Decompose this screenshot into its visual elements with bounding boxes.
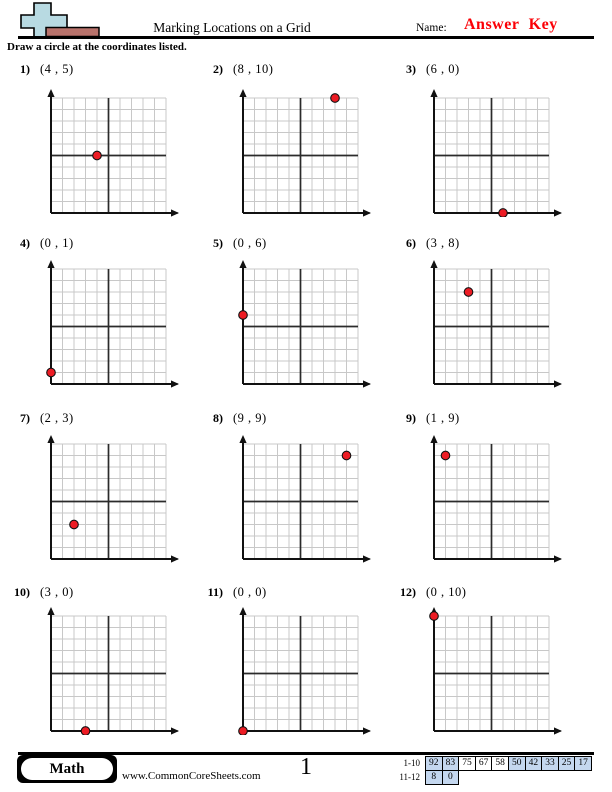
y-axis-arrow-icon: [47, 435, 54, 443]
website-url: www.CommonCoreSheets.com: [122, 770, 261, 782]
answer-key: Answer Key: [464, 16, 558, 33]
problem-header: [201, 236, 267, 251]
x-axis-arrow-icon: [171, 380, 179, 387]
coordinate-grid: [429, 260, 563, 388]
problem-number: 2): [213, 62, 223, 76]
subject-badge-label: Math: [21, 758, 113, 780]
problem-number: 11): [207, 585, 223, 599]
header-rule: [18, 36, 594, 39]
y-axis-arrow-icon: [430, 260, 437, 268]
answer-dot: [499, 209, 508, 217]
grid-midlines: [51, 269, 166, 384]
score-cell: 83: [442, 756, 460, 771]
problem-header: [201, 62, 273, 77]
score-cell: 75: [458, 756, 476, 771]
problem-number: 10): [14, 585, 30, 599]
problem-number: 5): [213, 236, 223, 250]
coordinate-grid: [46, 260, 180, 388]
coordinate-grid: [46, 435, 180, 563]
page-title: Marking Locations on a Grid: [153, 20, 311, 35]
problem-header: [8, 62, 74, 77]
score-cell: 33: [541, 756, 559, 771]
score-cells: [425, 756, 592, 771]
grid-midlines: [434, 444, 549, 559]
answer-dot: [342, 451, 351, 460]
grid-midlines: [243, 616, 358, 731]
y-axis-arrow-icon: [47, 89, 54, 97]
coordinate-grid: [238, 435, 372, 563]
coordinate-grid: [238, 89, 372, 217]
answer-dot: [239, 311, 248, 320]
problem-header: [394, 585, 466, 600]
score-table: [378, 756, 592, 785]
commoncoresheets-logo: [10, 0, 102, 40]
problem-coordinates: (6 , 0): [426, 62, 460, 76]
x-axis-arrow-icon: [363, 209, 371, 216]
grid-midlines: [51, 616, 166, 731]
coordinate-grid: [46, 89, 180, 217]
coordinate-grid: [238, 607, 372, 735]
score-range-label: 11-12: [399, 772, 420, 782]
x-axis-arrow-icon: [554, 209, 562, 216]
page-number: 1: [300, 754, 312, 780]
problem-number: 8): [213, 411, 223, 425]
answer-dot: [81, 727, 90, 735]
instruction-text: Draw a circle at the coordinates listed.: [7, 41, 187, 53]
grid-midlines: [243, 269, 358, 384]
answer-dot: [70, 520, 79, 529]
problem-header: [394, 62, 460, 77]
problem-header: [394, 236, 460, 251]
grid-midlines: [434, 269, 549, 384]
y-axis-arrow-icon: [47, 260, 54, 268]
score-cells: [425, 770, 459, 785]
problem-coordinates: (0 , 0): [233, 585, 267, 599]
grid-midlines: [51, 444, 166, 559]
problem-header: [201, 585, 267, 600]
score-cell: 17: [574, 756, 592, 771]
score-cell: 42: [525, 756, 543, 771]
problem-coordinates: (0 , 1): [40, 236, 74, 250]
problem-coordinates: (0 , 6): [233, 236, 267, 250]
answer-dot: [441, 451, 450, 460]
answer-dot: [430, 612, 439, 621]
score-cell: 0: [442, 770, 460, 785]
y-axis-arrow-icon: [430, 89, 437, 97]
problem-coordinates: (8 , 10): [233, 62, 274, 76]
answer-dot: [331, 94, 340, 103]
x-axis-arrow-icon: [171, 727, 179, 734]
problem-header: [8, 585, 74, 600]
problem-coordinates: (9 , 9): [233, 411, 267, 425]
x-axis-arrow-icon: [554, 555, 562, 562]
y-axis-arrow-icon: [430, 435, 437, 443]
score-row: [378, 756, 592, 771]
problem-coordinates: (0 , 10): [426, 585, 467, 599]
problem-number: 9): [406, 411, 416, 425]
problem-header: [8, 236, 74, 251]
x-axis-arrow-icon: [554, 380, 562, 387]
problem-header: [8, 411, 74, 426]
y-axis-arrow-icon: [239, 607, 246, 615]
problem-coordinates: (1 , 9): [426, 411, 460, 425]
name-label: Name:: [416, 22, 447, 34]
score-cell: 25: [558, 756, 576, 771]
problem-coordinates: (2 , 3): [40, 411, 74, 425]
answer-dot: [464, 288, 473, 297]
grid-midlines: [51, 98, 166, 213]
score-cell: 92: [425, 756, 443, 771]
grid-midlines: [243, 98, 358, 213]
problem-coordinates: (3 , 8): [426, 236, 460, 250]
score-cell: 67: [475, 756, 493, 771]
x-axis-arrow-icon: [363, 727, 371, 734]
coordinate-grid: [429, 89, 563, 217]
problem-coordinates: (3 , 0): [40, 585, 74, 599]
score-cell: 50: [508, 756, 526, 771]
grid-midlines: [434, 98, 549, 213]
y-axis-arrow-icon: [239, 260, 246, 268]
problem-number: 12): [400, 585, 416, 599]
answer-dot: [93, 151, 102, 160]
x-axis-arrow-icon: [171, 555, 179, 562]
x-axis-arrow-icon: [363, 380, 371, 387]
problem-header: [201, 411, 267, 426]
coordinate-grid: [429, 607, 563, 735]
answer-dot: [47, 368, 56, 377]
problem-header: [394, 411, 460, 426]
score-cell: 8: [425, 770, 443, 785]
y-axis-arrow-icon: [239, 89, 246, 97]
score-row: [378, 770, 592, 785]
grid-midlines: [434, 616, 549, 731]
x-axis-arrow-icon: [363, 555, 371, 562]
subject-badge: [17, 755, 117, 783]
y-axis-arrow-icon: [47, 607, 54, 615]
problem-number: 4): [20, 236, 30, 250]
grid-midlines: [243, 444, 358, 559]
problem-number: 3): [406, 62, 416, 76]
x-axis-arrow-icon: [171, 209, 179, 216]
problem-number: 6): [406, 236, 416, 250]
score-range-label: 1-10: [403, 758, 420, 768]
x-axis-arrow-icon: [554, 727, 562, 734]
coordinate-grid: [238, 260, 372, 388]
coordinate-grid: [46, 607, 180, 735]
score-cell: 58: [491, 756, 509, 771]
problem-coordinates: (4 , 5): [40, 62, 74, 76]
y-axis-arrow-icon: [239, 435, 246, 443]
coordinate-grid: [429, 435, 563, 563]
problem-number: 1): [20, 62, 30, 76]
answer-dot: [239, 727, 248, 735]
problem-number: 7): [20, 411, 30, 425]
